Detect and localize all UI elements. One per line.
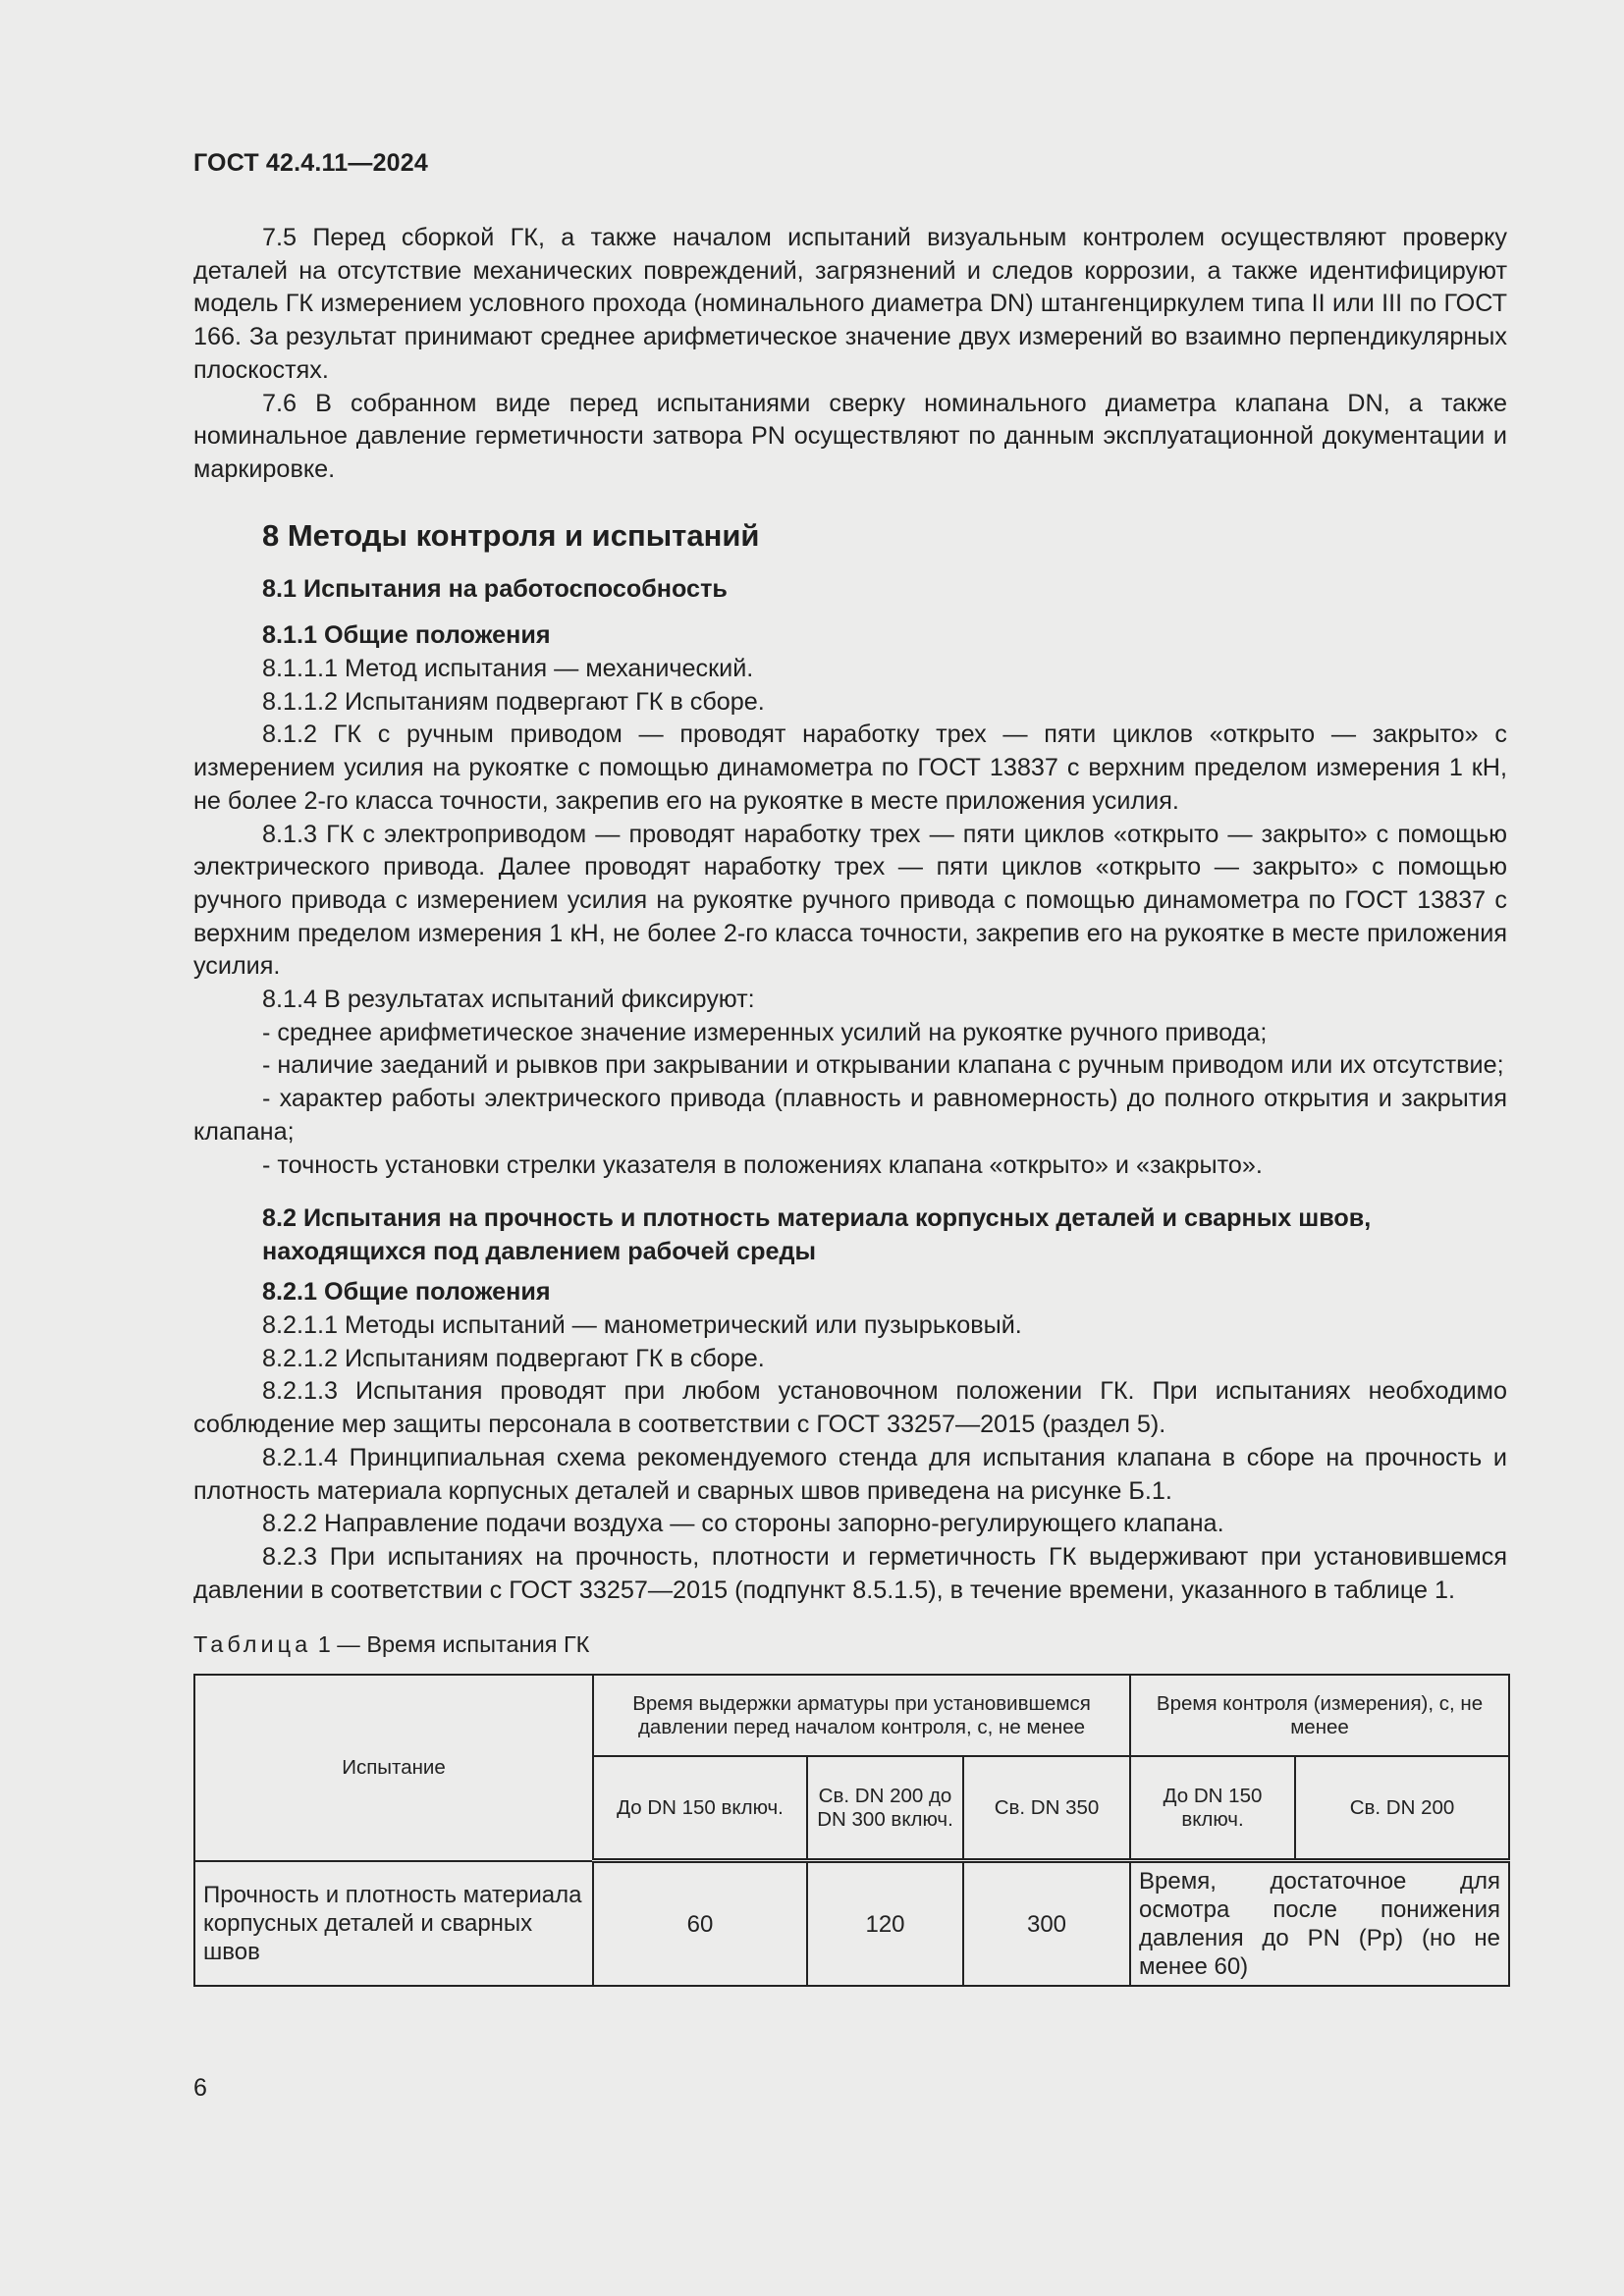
clause-8-1-4: 8.1.4 В результатах испытаний фиксируют: [262,986,755,1014]
running-title: ГОСТ 42.4.11—2024 [193,149,428,177]
list-item: - наличие заеданий и рывков при закрывании и открывании клапана с ручным приводом или их отсутствие; [262,1051,1504,1080]
subheader-hold-dn350: Св. DN 350 [963,1756,1130,1861]
cell-control-time: Время, достаточное для осмотра после понижения давления до PN (Pр) (но не менее 60) [1130,1861,1509,1987]
cell-hold-dn150: 60 [593,1861,807,1987]
header-control-time: Время контроля (измерения), с, не менее [1130,1675,1509,1756]
page-body [193,222,1507,1987]
clause-8-2-1-1: 8.2.1.1 Методы испытаний — манометрический или пузырьковый. [262,1310,1022,1339]
page-number: 6 [193,2074,207,2102]
cell-hold-dn350: 300 [963,1861,1130,1987]
clause-8-2-3: 8.2.3 При испытаниях на прочность, плотности и герметичность ГК выдерживают при установившемся давлении в соответствии с ГОСТ 33257—2015 (подпункт 8.5.1.5), в течение времени, указанного в таблице 1. [193,1542,1507,1604]
subheader-hold-dn150: До DN 150 включ. [593,1756,807,1861]
clause-8-1-3: 8.1.3 ГК с электроприводом — проводят наработку трех — пяти циклов «открыто — закрыто» с помощью электрического привода. Далее проводят наработку трех — пяти циклов «открыто — закрыто» с помощью ручного привода с измерением усилия на рукоятке ручного привода с помощью динамометра по ГОСТ 13837 с верхним пределом измерения 1 кН, не более 2-го класса точности, закрепив его на рукоятке в месте приложения усилия. [193,820,1507,981]
subheader-hold-dn200-300: Св. DN 200 до DN 300 включ. [807,1756,963,1861]
table-caption [193,1629,1507,1662]
clause-8-2-1-4: 8.2.1.4 Принципиальная схема рекомендуемого стенда для испытания клапана в сборе на прочность и плотность материала корпусных деталей и сварных швов приведена на рисунке Б.1. [193,1443,1507,1505]
section-8-1-1-heading: 8.1.1 Общие положения [262,621,551,650]
list-item: - характер работы электрического привода (плавность и равномерность) до полного открытия и закрытия клапана; [193,1085,1507,1146]
list-item: - точность установки стрелки указателя в положениях клапана «открыто» и «закрыто». [262,1150,1263,1179]
header-test: Испытание [194,1675,593,1861]
clause-8-1-1-1: 8.1.1.1 Метод испытания — механический. [262,655,754,683]
clause-8-2-1-3: 8.2.1.3 Испытания проводят при любом установочном положении ГК. При испытаниях необходимо соблюдение мер защиты персонала в соответствии с ГОСТ 33257—2015 (раздел 5). [193,1377,1507,1439]
table-row [194,1861,1509,1987]
table-caption-title: 1 — Время испытания ГК [317,1631,590,1658]
cell-test-name: Прочность и плотность материала корпусных деталей и сварных швов [194,1861,593,1987]
clause-8-2-2: 8.2.2 Направление подачи воздуха — со стороны запорно-регулирующего клапана. [262,1510,1224,1538]
list-item: - среднее арифметическое значение измеренных усилий на рукоятке ручного привода; [262,1018,1268,1046]
section-8-2-1-heading: 8.2.1 Общие положения [262,1278,551,1307]
subheader-control-dn150: До DN 150 включ. [1130,1756,1295,1861]
subheader-control-dn200: Св. DN 200 [1295,1756,1509,1861]
clause-8-1-2: 8.1.2 ГК с ручным приводом — проводят наработку трех — пяти циклов «открыто — закрыто» с измерением усилия на рукоятке с помощью динамометра по ГОСТ 13837 с верхним пределом измерения 1 кН, не более 2-го класса точности, закрепив его на рукоятке в месте приложения усилия. [193,721,1507,815]
clause-8-1-1-2: 8.1.1.2 Испытаниям подвергают ГК в сборе. [262,687,765,716]
section-8-heading: 8 Методы контроля и испытаний [262,517,760,553]
section-8-2-heading: 8.2 Испытания на прочность и плотность материала корпусных деталей и сварных швов, находящихся под давлением рабочей среды [262,1204,1372,1266]
clause-7-6: 7.6 В собранном виде перед испытаниями сверку номинального диаметра клапана DN, а также номинальное давление герметичности затвора PN осуществляют по данным эксплуатационной документации и маркировке. [193,389,1507,483]
table-caption-word: Таблица [193,1631,312,1658]
clause-7-5: 7.5 Перед сборкой ГК, а также началом испытаний визуальным контролем осуществляют проверку деталей на отсутствие механических повреждений, загрязнений и следов коррозии, а также идентифицируют модель ГК измерением условного прохода (номинального диаметра DN) штангенциркулем типа II или III по ГОСТ 166. За результат принимают среднее арифметическое значение двух измерений во взаимно перпендикулярных плоскостях. [193,224,1507,384]
section-8-1-heading: 8.1 Испытания на работоспособность [262,574,728,603]
cell-hold-dn200-300: 120 [807,1861,963,1987]
header-hold-time: Время выдержки арматуры при установившемся давлении перед началом контроля, с, не менее [593,1675,1130,1756]
clause-8-2-1-2: 8.2.1.2 Испытаниям подвергают ГК в сборе. [262,1344,765,1372]
test-time-table [193,1674,1510,1987]
